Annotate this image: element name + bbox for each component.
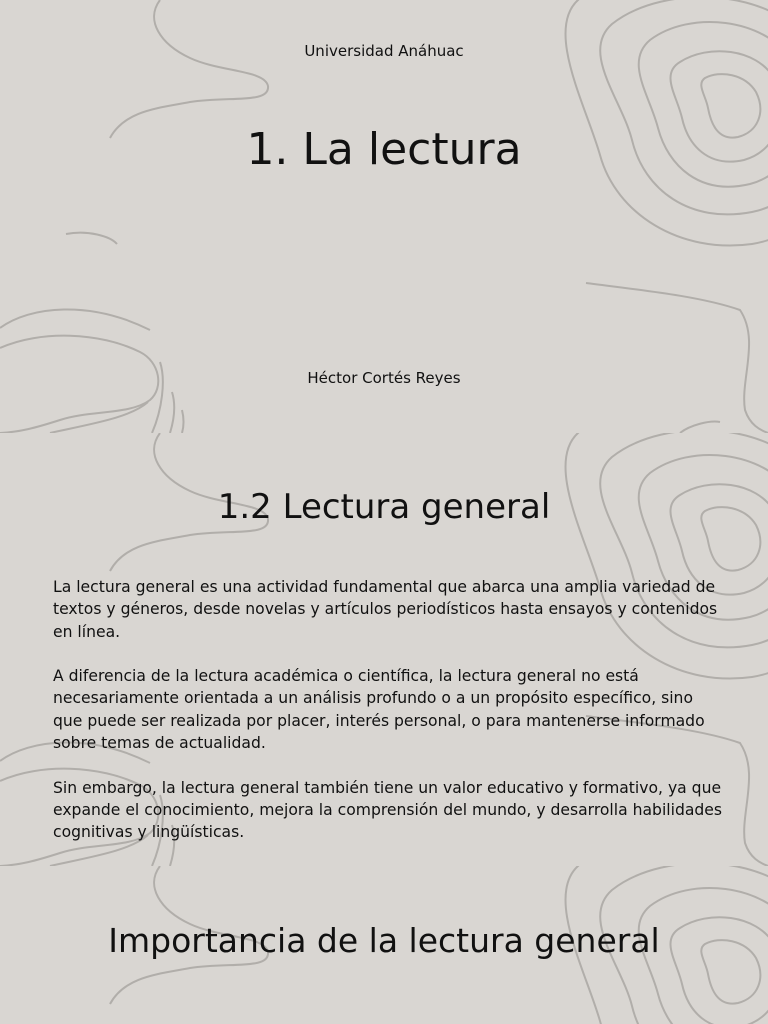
section-title: Importancia de la lectura general [108,921,660,960]
page-title: 1. La lectura [246,124,522,175]
paragraph-3: Sin embargo, la lectura general también tiene un valor educativo y formativo, ya que expande el conocimiento, mejora la comprensión del mundo, y desarrolla habilidades cognitivas y lingüísticas. [53,778,723,842]
paragraph-2: A diferencia de la lectura académica o científica, la lectura general no está necesariamente orientada a un análisis profundo o a un propósito específico, sino que puede ser realizada por placer, interés personal, o para mantenerse informado sobre temas de actualidad. [53,667,705,753]
paragraph-1: La lectura general es una actividad fundamental que abarca una amplia variedad de textos y géneros, desde novelas y artículos periodísticos hasta ensayos y contenidos en línea. [53,578,718,641]
author-name: Héctor Cortés Reyes [307,369,461,387]
university-name: Universidad Anáhuac [304,42,464,60]
slide-title [0,0,768,433]
slide-importancia [0,866,768,1024]
slide-lectura-general [0,433,768,866]
section-title: 1.2 Lectura general [217,487,551,527]
section-body [53,576,723,866]
